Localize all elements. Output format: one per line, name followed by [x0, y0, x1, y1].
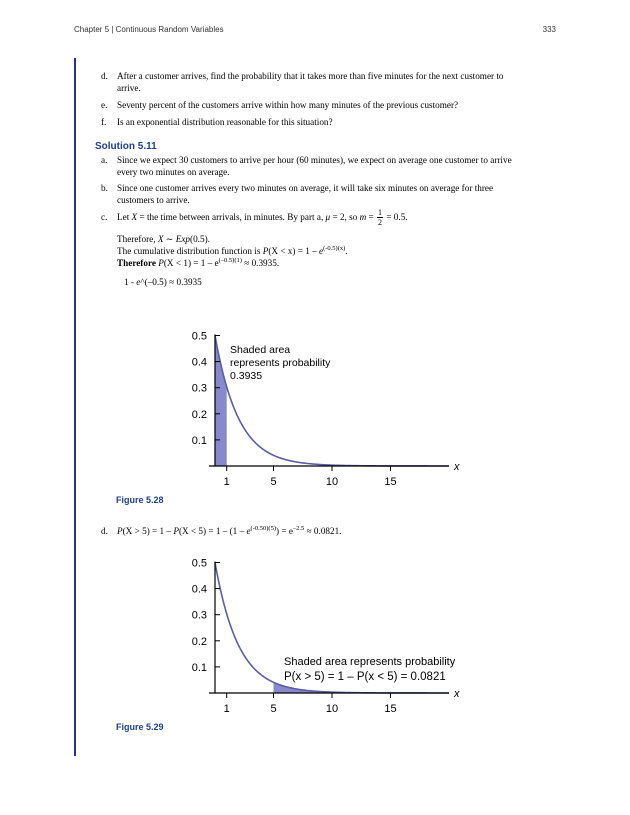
shaded-area [274, 682, 450, 693]
y-tick-label: 0.1 [191, 661, 207, 674]
annotation-line: 0.3935 [230, 370, 263, 382]
solution-d-label: d. [101, 526, 108, 536]
x-tick-label: 5 [270, 703, 277, 715]
shaded-area [215, 336, 227, 467]
running-header: Chapter 5 | Continuous Random Variables [74, 25, 224, 34]
solution-d-text: $P(X > 5) = 1 - P(X < 5) = 1 - (1 - e^{(-0.50)(5)}) = e^{-2.5} \approx 0.0821$. [117, 525, 342, 536]
solution-c-label: c. [101, 212, 108, 222]
solution-title: Solution 5.11 [95, 141, 157, 152]
question-e-label: e. [101, 100, 108, 110]
x-axis-label: x [454, 461, 460, 473]
annotation-line: Shaded area [230, 344, 291, 356]
solution-a-line1: Since we expect 30 customers to arrive per hour (60 minutes), we expect on average one customer to arrive [117, 155, 512, 165]
x-axis-label: x [454, 688, 460, 700]
x-tick-label: 1 [223, 476, 230, 488]
question-e-text: Seventy percent of the customers arrive within how many minutes of the previous customer? [117, 100, 459, 110]
question-d-line2: arrive. [117, 83, 141, 93]
question-f-text: Is an exponential distribution reasonable for this situation? [117, 117, 333, 127]
annotation-line: represents probability [230, 357, 331, 369]
solution-a-line2: every two minutes on average. [117, 167, 230, 177]
figure-5-29-chart [180, 552, 470, 717]
y-tick-label: 0.3 [191, 609, 207, 622]
y-tick-label: 0.4 [191, 356, 207, 369]
margin-rule [74, 58, 76, 756]
solution-c-cdf: The cumulative distribution function is $P(X < x) = 1 - e^{(-0.5)(x)}$. [117, 245, 348, 256]
page-number: 333 [542, 25, 556, 34]
y-tick-label: 0.4 [191, 583, 207, 596]
y-tick-label: 0.2 [191, 635, 207, 648]
question-d-line1: After a customer arrives, find the probability that it takes more than five minutes for the next customer to [117, 71, 504, 81]
figure-5-29-caption: Figure 5.29 [116, 722, 164, 732]
y-tick-label: 0.5 [191, 330, 207, 343]
x-tick-label: 15 [384, 703, 397, 715]
solution-a-label: a. [101, 155, 108, 165]
solution-c-calculator: 1 - e^(–0.5) ≈ 0.3935 [124, 277, 202, 287]
y-tick-label: 0.5 [191, 557, 207, 570]
solution-c-line1: Let X = the time between arrivals, in minutes. By part a, μ = 2, so m = $\frac{1}{2}$ = 0.5. [117, 208, 408, 228]
annotation-line: Shaded area represents probability [284, 656, 456, 668]
fraction-one-half: $\frac{1}{2}$ [378, 208, 383, 228]
figure-5-28-caption: Figure 5.28 [116, 495, 164, 505]
x-tick-label: 10 [325, 703, 339, 715]
annotation-line: P(x > 5) = 1 – P(x < 5) = 0.0821 [284, 671, 446, 683]
x-tick-label: 15 [384, 476, 397, 488]
question-d-label: d. [101, 71, 108, 81]
y-tick-label: 0.3 [191, 382, 207, 395]
x-tick-label: 5 [270, 476, 277, 488]
x-tick-label: 1 [223, 703, 230, 715]
figure-5-28-chart [180, 325, 470, 490]
solution-b-line2: customers to arrive. [117, 195, 190, 205]
y-tick-label: 0.2 [191, 408, 207, 421]
solution-b-line1: Since one customer arrives every two minutes on average, it will take six minutes on average for three [117, 183, 494, 193]
question-f-label: f. [101, 117, 107, 127]
x-tick-label: 10 [325, 476, 339, 488]
solution-b-label: b. [101, 183, 108, 193]
solution-c-therefore1: Therefore, X ∼ Exp(0.5). [117, 234, 210, 244]
solution-c-therefore2: Therefore $P(X < 1) = 1 - e^{(-0.5)(1)} \approx 0.3935$. [117, 257, 280, 268]
y-tick-label: 0.1 [191, 434, 207, 447]
